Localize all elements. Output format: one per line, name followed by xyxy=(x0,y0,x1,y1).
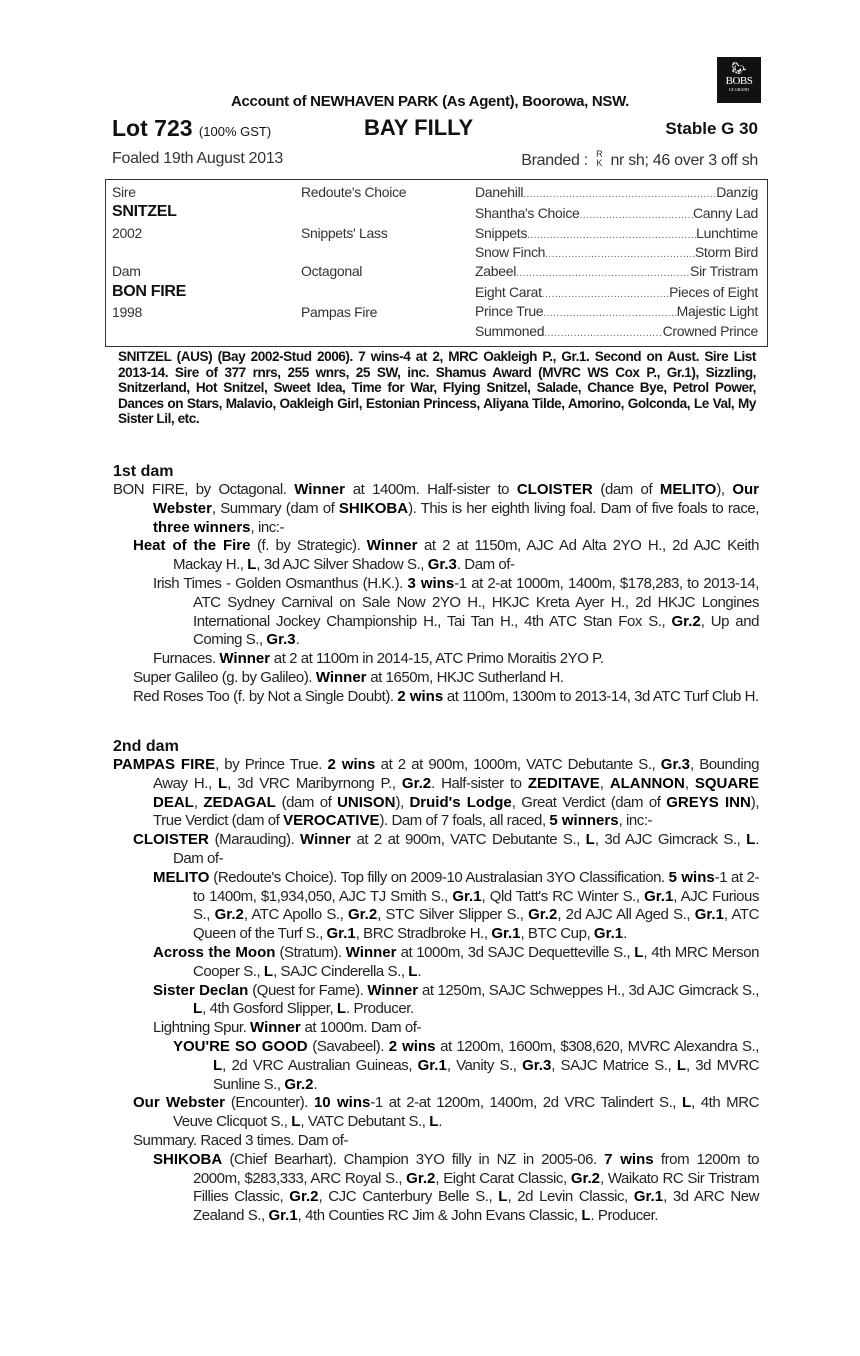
leader-dots xyxy=(544,323,662,339)
text: , inc:- xyxy=(250,518,285,536)
text: , xyxy=(193,793,204,811)
text: at 1000m, 3d SAJC Dequetteville S., xyxy=(396,943,635,961)
text: (Chief Bearhart). Champion 3YO filly in NZ in 2005-06. xyxy=(222,1150,605,1168)
dam-year: 1998 xyxy=(112,304,142,320)
bold-text: three winners xyxy=(153,518,251,536)
bold-text: Winner xyxy=(300,831,351,849)
bold-text: L xyxy=(429,1113,439,1131)
bold-text: 7 wins xyxy=(604,1150,654,1168)
leader-dots xyxy=(523,184,716,200)
bold-text: L xyxy=(585,831,595,849)
text: , ATC Queen of the Turf S., xyxy=(193,906,759,943)
brand-top: R xyxy=(596,149,603,159)
text: (dam of xyxy=(275,793,338,811)
text: , 3d AJC Silver Shadow S., xyxy=(256,556,428,574)
text: at 1000m. Dam of- xyxy=(300,1019,422,1037)
lot-header xyxy=(112,115,760,143)
second-dam-section xyxy=(113,756,759,1226)
grandsire-maternal: Octagonal xyxy=(301,263,363,279)
text: , SAJC Matrice S., xyxy=(551,1056,677,1074)
logo-text: BOBS xyxy=(725,75,753,87)
vendor-account: Account of NEWHAVEN PARK (As Agent), Boorowa, NSW. xyxy=(230,93,630,110)
produce-entry xyxy=(113,1019,759,1038)
sire-name: SNITZEL xyxy=(112,203,177,220)
horse-description: BAY FILLY xyxy=(364,115,474,140)
leader-dots xyxy=(516,263,690,279)
text: . xyxy=(313,1075,318,1093)
text: , STC Silver Slipper S., xyxy=(377,906,529,924)
brand-mark xyxy=(596,150,602,168)
bold-text: PAMPAS FIRE xyxy=(113,756,216,773)
g3-sire: Eight Carat xyxy=(475,284,542,300)
sire-year: 2002 xyxy=(112,225,142,241)
bold-text: L xyxy=(581,1207,591,1225)
text: , AJC Furious S., xyxy=(193,887,759,924)
bold-text: L xyxy=(746,831,756,849)
bold-text: 2 wins xyxy=(397,687,444,705)
text: , xyxy=(599,774,610,792)
text: Summary. Raced 3 times. Dam of- xyxy=(133,1131,348,1149)
text: , BTC Cup, xyxy=(520,925,594,943)
bold-text: Gr.1 xyxy=(491,925,521,943)
bold-text: 2 wins xyxy=(327,756,376,773)
g3-sire: Summoned xyxy=(475,323,545,339)
branded-detail: nr sh; 46 over 3 off sh xyxy=(610,152,758,169)
g3-sire: Snow Finch xyxy=(475,244,546,260)
bold-text: SHIKOBA xyxy=(153,1150,223,1168)
first-dam-section xyxy=(113,481,759,707)
text: Super Galileo (g. by Galileo). xyxy=(133,668,316,686)
g3-sire: Zabeel xyxy=(475,263,517,279)
bold-text: Gr.2 xyxy=(289,1188,319,1206)
branded-label: Branded : xyxy=(521,152,588,169)
produce-entry xyxy=(113,669,759,688)
bold-text: L xyxy=(263,962,274,980)
text: , CJC Canterbury Belle S., xyxy=(318,1188,499,1206)
text: Furnaces. xyxy=(153,650,220,668)
g3-sire: Prince True xyxy=(475,303,544,319)
text: -1 at 2-at 1200m, 1400m, 2d VRC Talindert S., xyxy=(370,1094,682,1112)
grandsire-paternal: Redoute's Choice xyxy=(301,184,407,200)
produce-entry xyxy=(113,1151,759,1226)
g3-row xyxy=(475,244,758,260)
bold-text: 5 winners xyxy=(549,812,619,830)
produce-entry xyxy=(113,481,759,537)
text: Lightning Spur. xyxy=(153,1019,251,1037)
logo-subtext: LE GRAND xyxy=(728,87,750,92)
first-dam-heading: 1st dam xyxy=(113,463,174,480)
produce-entry xyxy=(113,575,759,650)
text: , Great Verdict (dam of xyxy=(511,793,667,811)
text: at 2 at 900m, 1000m, VATC Debutante S., xyxy=(375,756,661,773)
granddam-maternal: Pampas Fire xyxy=(301,304,378,320)
g3-sire: Danehill xyxy=(475,184,524,200)
bold-text: L xyxy=(218,774,228,792)
bold-text: UNISON xyxy=(337,793,396,811)
produce-entry xyxy=(113,688,759,707)
bold-text: MELITO xyxy=(659,481,717,498)
text: (Encounter). xyxy=(224,1094,314,1112)
g3-row xyxy=(475,263,758,279)
text: from 1200m to 2000m, $283,333, ARC Royal S., xyxy=(193,1150,759,1187)
produce-entry xyxy=(113,1132,759,1151)
text: . Producer. xyxy=(346,1000,414,1018)
produce-entry xyxy=(113,831,759,869)
produce-entry xyxy=(113,869,759,944)
bold-text: Gr.3 xyxy=(522,1056,552,1074)
bold-text: Gr.2 xyxy=(214,906,244,924)
bold-text: Sister Declan xyxy=(153,981,249,999)
dam-label: Dam xyxy=(112,263,141,279)
text: ). This is her eighth living foal. Dam of five foals to race, xyxy=(408,499,759,517)
g3-dam-sire: Pieces of Eight xyxy=(669,284,758,300)
bold-text: SQUARE DEAL xyxy=(153,774,760,811)
bold-text: Gr.3 xyxy=(660,756,690,773)
bold-text: Gr.1 xyxy=(452,887,482,905)
bold-text: Gr.1 xyxy=(633,1188,664,1206)
bold-text: Gr.1 xyxy=(593,925,624,943)
text: . Half-sister to xyxy=(431,774,528,792)
bold-text: Across the Moon xyxy=(153,943,276,961)
text: , 3d MVRC Sunline S., xyxy=(213,1056,759,1093)
bold-text: Gr.2 xyxy=(671,612,701,630)
text: , 3d AJC Gimcrack S., xyxy=(594,831,747,849)
text: . xyxy=(438,1113,443,1131)
g3-dam-sire: Crowned Prince xyxy=(662,323,758,339)
text: , BRC Stradbroke H., xyxy=(355,925,492,943)
bold-text: Gr.2 xyxy=(401,774,432,792)
text: at 2 at 900m, VATC Debutante S., xyxy=(350,831,586,849)
bold-text: Winner xyxy=(294,481,345,498)
text: . xyxy=(417,962,422,980)
text: Red Roses Too (f. by Not a Single Doubt). xyxy=(133,687,398,705)
text: . Producer. xyxy=(590,1207,659,1225)
text: . Dam of- xyxy=(456,556,515,574)
text: at 1400m. Half-sister to xyxy=(344,481,517,498)
leader-dots xyxy=(543,303,676,319)
g3-row xyxy=(475,205,758,221)
text: , 2d Levin Classic, xyxy=(507,1188,634,1206)
text: ). Dam of 7 foals, all raced, xyxy=(379,812,550,830)
produce-entry xyxy=(113,756,759,831)
text: , Qld Tatt's RC Winter S., xyxy=(481,887,645,905)
text: Irish Times - Golden Osmanthus (H.K.). xyxy=(153,574,408,592)
lot-label: Lot 723 xyxy=(112,115,193,141)
bold-text: 5 wins xyxy=(668,868,715,886)
produce-entry xyxy=(113,537,759,575)
gst-note: (100% GST) xyxy=(198,124,272,139)
text: , inc:- xyxy=(618,812,653,830)
bold-text: YOU'RE SO GOOD xyxy=(173,1037,308,1055)
text: (dam of xyxy=(592,481,660,498)
bold-text: Druid's Lodge xyxy=(409,793,512,811)
bold-text: MELITO xyxy=(153,868,210,886)
bold-text: GREYS INN xyxy=(666,793,751,811)
bold-text: SHIKOBA xyxy=(338,499,409,517)
text: ), xyxy=(716,481,733,498)
bold-text: ZEDITAVE xyxy=(527,774,600,792)
horse-rider-icon: 🐎︎ xyxy=(731,61,747,75)
text: . xyxy=(295,631,300,649)
bold-text: L xyxy=(408,962,418,980)
sire-label: Sire xyxy=(112,184,136,200)
text: , 4th Gosford Slipper, xyxy=(202,1000,337,1018)
bold-text: Winner xyxy=(366,537,418,555)
bold-text: CLOISTER xyxy=(133,831,209,849)
g3-row xyxy=(475,284,758,300)
bold-text: L xyxy=(247,556,257,574)
text: ), True Verdict (dam of xyxy=(153,793,760,830)
g3-dam-sire: Lunchtime xyxy=(696,225,758,241)
brand-bottom: K xyxy=(596,158,603,168)
bold-text: Winner xyxy=(250,1019,301,1037)
produce-entry xyxy=(113,650,759,669)
bold-text: Winner xyxy=(367,981,419,999)
text: , xyxy=(684,774,695,792)
bold-text: L xyxy=(681,1094,692,1112)
pedigree-table xyxy=(105,179,768,347)
text: , 2d AJC All Aged S., xyxy=(557,906,695,924)
bold-text: ZEDAGAL xyxy=(203,793,276,811)
bold-text: L xyxy=(336,1000,347,1018)
text: (f. by Strategic). xyxy=(250,537,367,555)
text: -1 at 2-at 1000m, 1400m, $178,283, to 2013-14, ATC Sydney Carnival on Sale Now 2YO H., HKJC Kreta Ayer H., 2d HKJC Longines International Jockey Championship H., Tai Tan H., 4th ATC Stan Fox S., xyxy=(193,574,759,630)
text: (Marauding). xyxy=(208,831,301,849)
text: (Redoute's Choice). Top filly on 2009-10 Australasian 3YO Classification. xyxy=(209,868,669,886)
bold-text: Gr.1 xyxy=(268,1207,298,1225)
bold-text: Gr.3 xyxy=(427,556,457,574)
text: , 2d VRC Australian Guineas, xyxy=(222,1056,418,1074)
g3-row xyxy=(475,323,758,339)
text: , Vanity S., xyxy=(446,1056,523,1074)
bold-text: ALANNON xyxy=(609,774,685,792)
bold-text: Winner xyxy=(219,650,271,668)
text: , VATC Debutant S., xyxy=(300,1113,430,1131)
text: at 1650m, HKJC Sutherland H. xyxy=(366,668,564,686)
produce-entry xyxy=(113,1038,759,1094)
leader-dots xyxy=(545,244,695,260)
text: at 2 at 1100m in 2014-15, ATC Primo Moraitis 2YO P. xyxy=(270,650,604,668)
text: , ATC Apollo S., xyxy=(243,906,348,924)
text: , Bounding Away H., xyxy=(153,756,759,792)
leader-dots xyxy=(580,205,693,221)
bold-text: L xyxy=(291,1113,301,1131)
produce-entry xyxy=(113,1094,759,1132)
g3-sire: Snippets xyxy=(475,225,528,241)
text: , SAJC Cinderella S., xyxy=(273,962,409,980)
text: (Quest for Fame). xyxy=(248,981,368,999)
text: , 4th MRC Merson Cooper S., xyxy=(193,943,760,980)
text: , 3d VRC Maribyrnong P., xyxy=(227,774,402,792)
bold-text: L xyxy=(213,1056,223,1074)
produce-entry xyxy=(113,982,759,1020)
dam-name: BON FIRE xyxy=(112,283,187,300)
g3-row xyxy=(475,184,758,200)
text: (Savabeel). xyxy=(307,1037,389,1055)
text: , Waikato RC Sir Tristram Fillies Classic, xyxy=(193,1169,759,1206)
bold-text: Gr.2 xyxy=(570,1169,601,1187)
foaled-date: Foaled 19th August 2013 xyxy=(112,150,284,167)
bold-text: Gr.3 xyxy=(266,631,296,649)
text: at 1250m, SAJC Schweppes H., 3d AJC Gimcrack S., xyxy=(418,981,759,999)
bold-text: VEROCATIVE xyxy=(283,812,380,830)
bold-text: 10 wins xyxy=(313,1094,371,1112)
g3-sire: Shantha's Choice xyxy=(475,205,580,221)
text: , Eight Carat Classic, xyxy=(435,1169,571,1187)
text: BON FIRE, by Octagonal. xyxy=(113,481,295,498)
g3-dam-sire: Sir Tristram xyxy=(690,263,758,279)
bold-text: Gr.2 xyxy=(406,1169,436,1187)
bold-text: Gr.1 xyxy=(417,1056,447,1074)
text: , Summary (dam of xyxy=(211,499,339,517)
text: , Up and Coming S., xyxy=(193,612,759,649)
g3-dam-sire: Danzig xyxy=(716,184,758,200)
text: at 1100m, 1300m to 2013-14, 3d ATC Turf Club H. xyxy=(443,687,759,705)
text: , 4th Counties RC Jim & John Evans Classic, xyxy=(297,1207,582,1225)
text: ), xyxy=(395,793,410,811)
g3-dam-sire: Canny Lad xyxy=(692,205,758,221)
bold-text: L xyxy=(676,1056,686,1074)
second-dam-heading: 2nd dam xyxy=(113,738,179,755)
lot-number xyxy=(112,115,271,142)
g3-row xyxy=(475,225,758,241)
bold-text: Our Webster xyxy=(133,1094,225,1112)
g3-dam-sire: Storm Bird xyxy=(694,244,758,260)
leader-dots xyxy=(542,284,669,300)
bold-text: Gr.1 xyxy=(644,887,674,905)
stable-location: Stable G 30 xyxy=(665,119,758,138)
text: . xyxy=(623,925,627,943)
bold-text: Gr.1 xyxy=(694,906,724,924)
g3-dam-sire: Majestic Light xyxy=(676,303,758,319)
text: . Dam of- xyxy=(173,831,759,867)
text: at 1200m, 1600m, $308,620, MVRC Alexandra S., xyxy=(435,1037,759,1055)
text: (Stratum). xyxy=(275,943,346,961)
bold-text: Gr.1 xyxy=(326,925,356,943)
bold-text: CLOISTER xyxy=(516,481,593,498)
sire-summary: SNITZEL (AUS) (Bay 2002-Stud 2006). 7 wins-4 at 2, MRC Oakleigh P., Gr.1. Second on Aust. Sire List 2013-14. Sire of 377 rnrs, 255 wnrs, 25 SW, inc. Shamus Award (MVRC WS Cox P., Gr.1), Sizzling, Snitzerland, Hot Snitzel, Sweet Idea, Time for War, Flying Snitzel, Salade, Chance Bye, Petrol Power, Dances on Stars, Malavio, Oakleigh Girl, Estonian Princess, Aliyana Tilde, Amorino, Golconda, Le Val, My Sister Lil, etc. xyxy=(118,349,756,427)
bold-text: Our Webster xyxy=(153,481,759,517)
bold-text: 2 wins xyxy=(388,1037,436,1055)
bold-text: Winner xyxy=(315,668,367,686)
bold-text: Gr.2 xyxy=(528,906,558,924)
granddam-paternal: Snippets' Lass xyxy=(301,225,388,241)
leader-dots xyxy=(527,225,696,241)
bold-text: Gr.2 xyxy=(348,906,378,924)
bold-text: Heat of the Fire xyxy=(133,537,251,555)
text: -1 at 2-to 1400m, $1,934,050, AJC TJ Smith S., xyxy=(193,868,760,905)
bold-text: L xyxy=(498,1188,508,1206)
bold-text: Gr.2 xyxy=(284,1075,314,1093)
g3-row xyxy=(475,303,758,319)
text: , 4th MRC Veuve Clicquot S., xyxy=(173,1094,759,1131)
bold-text: Winner xyxy=(345,943,397,961)
bold-text: L xyxy=(193,1000,203,1018)
bold-text: L xyxy=(634,943,644,961)
text: , by Prince True. xyxy=(215,756,328,773)
text: at 2 at 1150m, AJC Ad Alta 2YO H., 2d AJC Keith Mackay H., xyxy=(173,537,760,574)
brand-info xyxy=(521,150,758,170)
bold-text: 3 wins xyxy=(407,574,455,592)
text: , 3d ARC New Zealand S., xyxy=(193,1188,760,1225)
produce-entry xyxy=(113,944,759,982)
